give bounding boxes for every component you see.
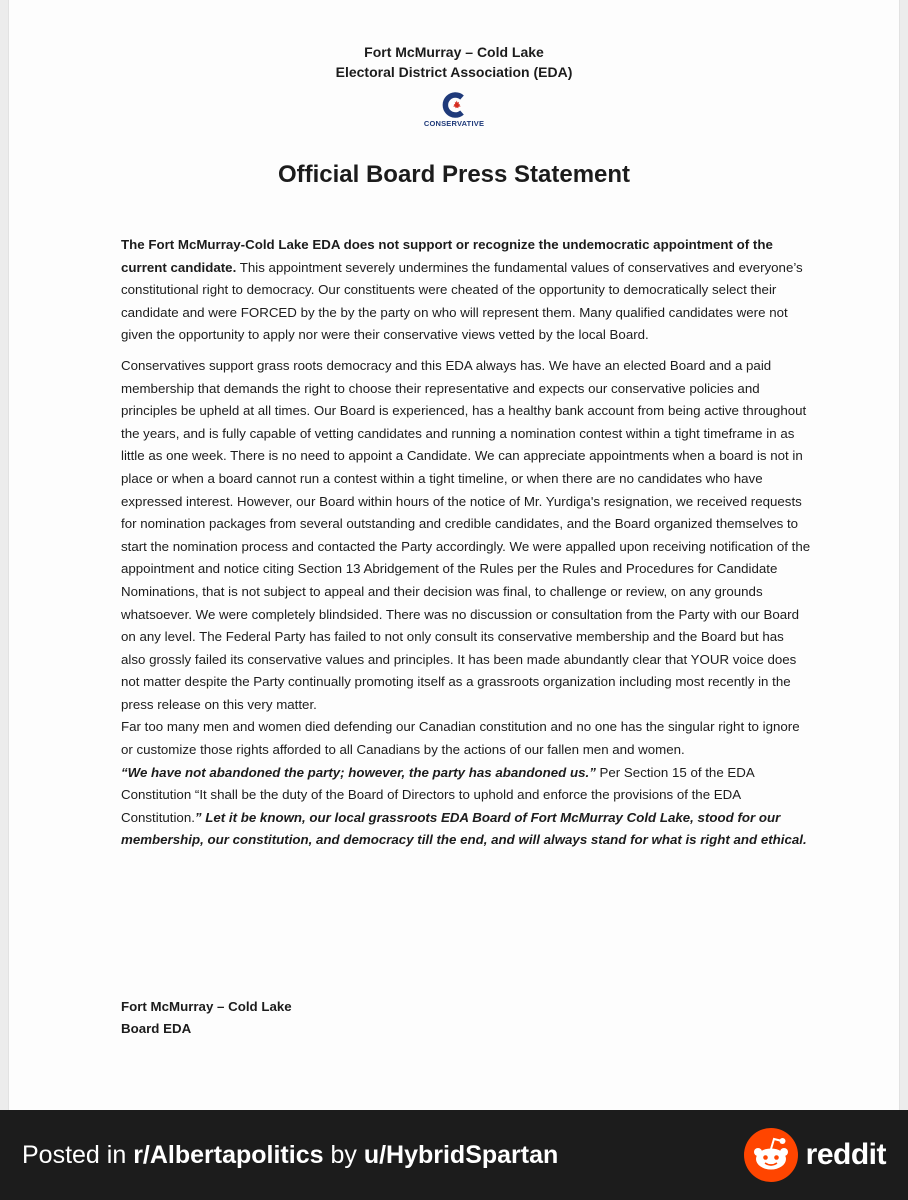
header-line-1: Fort McMurray – Cold Lake (364, 44, 544, 60)
paragraph-1-bold: The Fort McMurray-Cold Lake EDA does not support or recognize the undemocratic appointment of the current candidate. (121, 237, 773, 275)
document-page (8, 0, 900, 1110)
conservative-logo-icon (441, 92, 467, 118)
paragraph-4-text: Per Section 15 of the EDA Constitution “It shall be the duty of the Board of Directors to uphold and enforce the provisions of the EDA Constitution. (121, 764, 755, 825)
user-link[interactable]: u/HybridSpartan (363, 1140, 559, 1169)
statement-body (121, 234, 811, 852)
attribution-prefix: Posted in (22, 1140, 134, 1169)
reddit-brand[interactable] (744, 1128, 886, 1182)
logo-text: CONSERVATIVE (423, 119, 485, 128)
signature-line-1: Fort McMurray – Cold Lake (121, 999, 292, 1014)
paragraph-2: Conservatives support grass roots democracy and this EDA always has. We have an elected Board and a paid membership that demands the right to choose their representative and expects our conservative policies and principles be upheld at all times. Our Board is experienced, has a healthy bank account from being active throughout the years, and is fully capable of vetting candidates and running a nomination contest within a tight timeframe in as little as one week. There is no need to appoint a Candidate. We can appreciate appointments when a board is not in place or when a board cannot run a contest within a tight timeline, or when there are no candidates who have expressed interest. However, our Board within hours of the notice of Mr. Yurdiga's resignation, we received requests for nomination packages from several outstanding and credible candidates, and the Board organized themselves to start the nomination process and contacted the Party accordingly. We were appalled upon receiving notification of the appointment and notice citing Section 13 Abridgement of the Rules per the Rules and Procedures for Candidate Nominations, that is not subject to appeal and their decision was final, to challenge or review, on any grounds whatsoever. We were completely blindsided. There was no discussion or consultation from the Party with our Board on any level. The Federal Party has failed to not only consult its conservative membership and the Board but has also grossly failed its conservative values and principles. It has been made abundantly clear that YOUR voice does not matter despite the Party continually promoting itself as a grassroots organization including most recently in the press release on this very matter. (121, 357, 811, 712)
document-header (9, 42, 899, 82)
signature-block (121, 996, 292, 1040)
paragraph-1 (121, 234, 811, 347)
reddit-snoo-icon (744, 1128, 798, 1182)
post-attribution (22, 1141, 744, 1170)
paragraph-4-closing: ” Let it be known, our local grassroots EDA Board of Fort McMurray Cold Lake, stood for our membership, our constitution, and democracy till the end, and will always stand for what is right and ethical. (121, 809, 807, 848)
paragraph-4 (121, 762, 811, 852)
header-line-2: Electoral District Association (EDA) (335, 64, 573, 80)
paragraph-1-text: This appointment severely undermines the fundamental values of conservatives and everyone’s constitutional right to democracy. Our constituents were cheated of the opportunity to democratically select their candidate and were FORCED by the by the party on who will represent them. Many qualified candidates were not given the opportunity to apply nor were their conservative views vetted by the local Board. (121, 259, 803, 343)
signature-line-2: Board EDA (121, 1021, 192, 1036)
paragraph-3: Far too many men and women died defending our Canadian constitution and no one has the singular right to ignore or customize those rights afforded to all Canadians by the actions of our fallen men and women. (121, 719, 800, 758)
attribution-by: by (323, 1140, 364, 1169)
conservative-logo (9, 92, 899, 128)
paragraph-4-quote: “We have not abandoned the party; however, the party has abandoned us.” (121, 764, 596, 780)
subreddit-link[interactable]: r/Albertapolitics (133, 1140, 324, 1169)
reddit-wordmark: reddit (805, 1138, 886, 1171)
reddit-footer-bar (0, 1110, 908, 1200)
page-title: Official Board Press Statement (277, 161, 631, 188)
